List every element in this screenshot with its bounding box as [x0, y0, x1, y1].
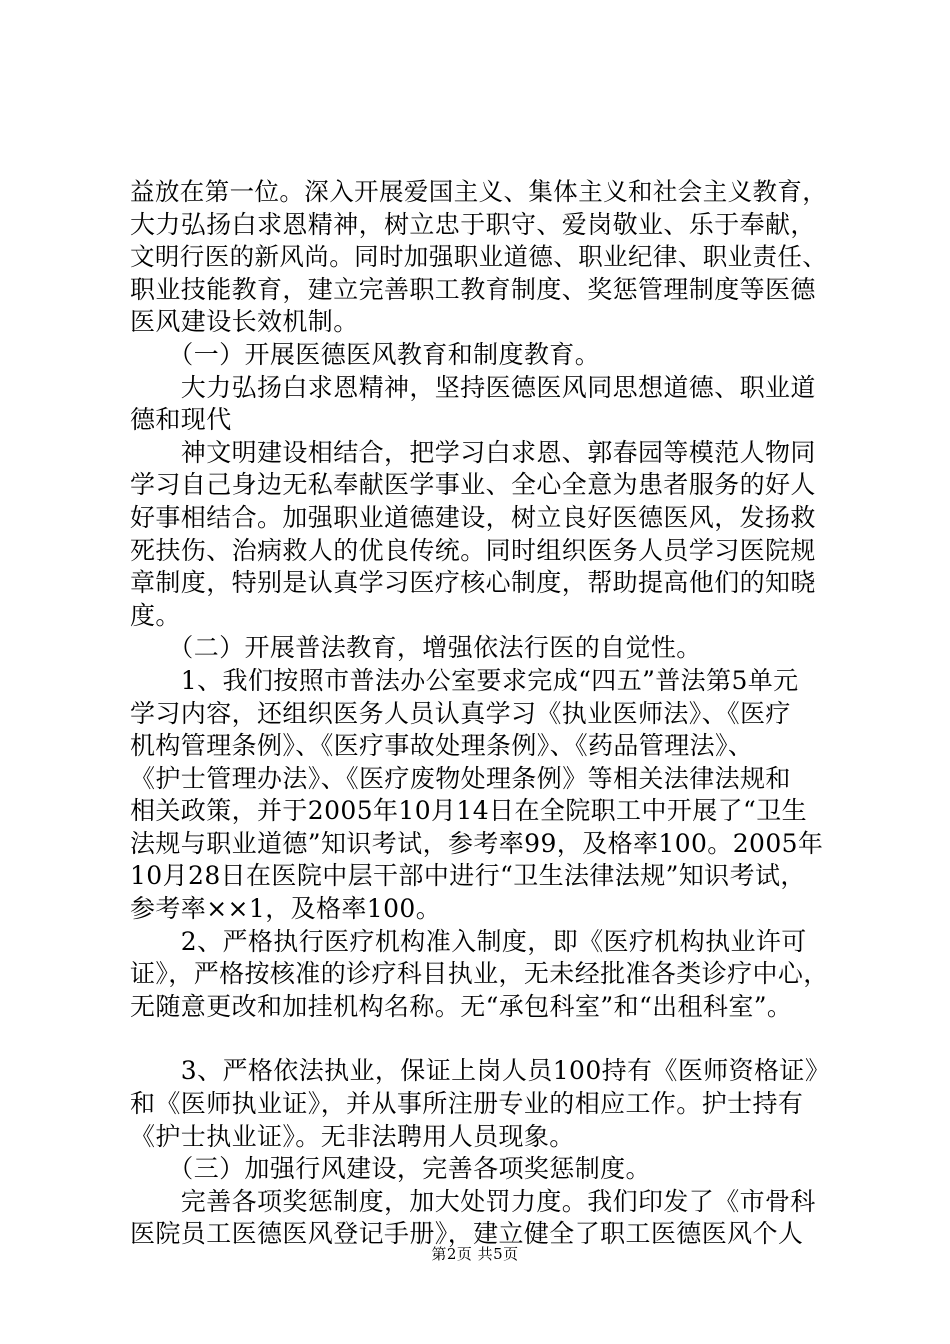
text-line: 完善各项奖惩制度，加大处罚力度。我们印发了《市骨科 [130, 1186, 816, 1216]
text-line: 《护士执业证》。无非法聘用人员现象。 [130, 1121, 575, 1151]
text-line: 大力弘扬白求恩精神，坚持医德医风同思想道德、职业道 [130, 372, 816, 402]
text-line: 死扶伤、治病救人的优良传统。同时组织医务人员学习医院规 [130, 535, 816, 565]
text-line: （三）加强行风建设，完善各项奖惩制度。 [130, 1154, 651, 1184]
text-line: 证》，严格按核准的诊疗科目执业，无未经批准各类诊疗中心， [130, 959, 829, 989]
text-line: 章制度，特别是认真学习医疗核心制度，帮助提高他们的知晓 [130, 568, 816, 598]
text-line: 医风建设长效机制。 [130, 307, 359, 337]
text-line: 医院员工医德医风登记手册》，建立健全了职工医德医风个人 [130, 1219, 804, 1249]
text-line: 神文明建设相结合，把学习白求恩、郭春园等模范人物同 [130, 437, 816, 467]
text-line: 10月28日在医院中层干部中进行“卫生法律法规”知识考试， [130, 861, 806, 891]
text-line: 学习内容，还组织医务人员认真学习《执业医师法》、《医疗 [130, 698, 791, 728]
text-line: 法规与职业道德”知识考试，参考率99，及格率100。2005年 [130, 828, 824, 858]
text-line: 《护士管理办法》、《医疗废物处理条例》等相关法律法规和 [130, 763, 791, 793]
text-line: 度。 [130, 600, 181, 630]
text-line: 大力弘扬白求恩精神，树立忠于职守、爱岗敬业、乐于奉献， [130, 209, 816, 239]
text-line: 文明行医的新风尚。同时加强职业道德、职业纪律、职业责任、 [130, 242, 828, 272]
text-line: 和《医师执业证》，并从事所注册专业的相应工作。护士持有 [130, 1089, 804, 1119]
blank-line [130, 1023, 830, 1055]
text-line: 职业技能教育，建立完善职工教育制度、奖惩管理制度等医德 [130, 274, 816, 304]
text-line: 德和现代 [130, 405, 232, 435]
text-line: 机构管理条例》、《医疗事故处理条例》、《药品管理法》、 [130, 731, 754, 761]
text-line: 益放在第一位。深入开展爱国主义、集体主义和社会主义教育， [130, 177, 828, 206]
text-line: 相关政策，并于2005年10月14日在全院职工中开展了“卫生 [130, 796, 808, 826]
text-line: 学习自己身边无私奉献医学事业、全心全意为患者服务的好人 [130, 470, 816, 500]
text-line: 3、严格依法执业，保证上岗人员100持有《医师资格证》 [130, 1056, 831, 1086]
text-line: 无随意更改和加挂机构名称。无“承包科室”和“出租科室”。 [130, 991, 793, 1021]
text-line: （二）开展普法教育，增强依法行医的自觉性。 [130, 633, 702, 663]
text-line: （一）开展医德医风教育和制度教育。 [130, 339, 601, 369]
text-line: 1、我们按照市普法办公室要求完成“四五”普法第5单元 [130, 665, 799, 695]
text-line: 好事相结合。加强职业道德建设，树立良好医德医风，发扬救 [130, 502, 816, 532]
document-body [130, 176, 830, 1251]
text-line: 参考率××1，及格率100。 [130, 894, 442, 924]
page-footer: 第2页 共5页 [431, 1245, 519, 1263]
text-line: 2、严格执行医疗机构准入制度，即《医疗机构执业许可 [130, 926, 807, 956]
